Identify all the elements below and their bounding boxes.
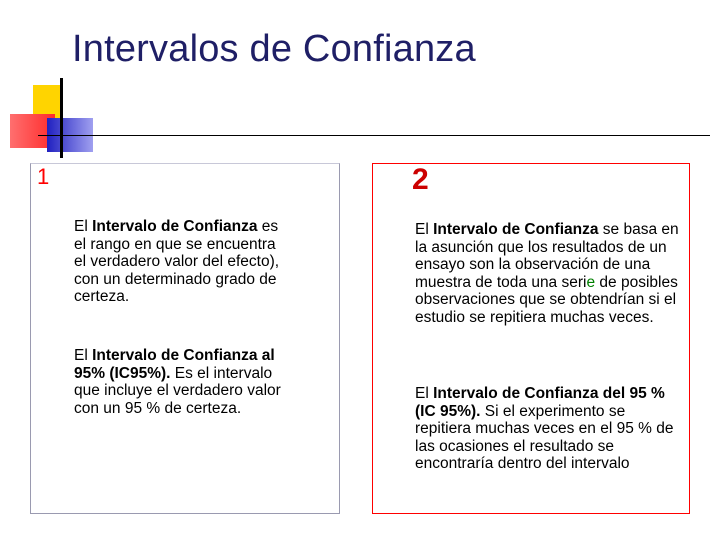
right-paragraph-1 (415, 221, 680, 326)
text-fragment: de posibles observaciones que se obtendrían si el estudio se repitiera muchas veces. (415, 273, 678, 326)
panel-number-1: 1 (37, 164, 50, 189)
text-fragment: El (415, 385, 434, 402)
text-fragment: El (74, 218, 93, 235)
text-fragment: es el rango en que se encuentra el verdadero valor del efecto), con un determinado grado de certeza. (74, 218, 280, 305)
left-paragraph-2 (74, 347, 294, 417)
text-fragment: El (74, 347, 93, 364)
bold-term: Intervalo de Confianza (433, 221, 599, 238)
bold-term: Intervalo de Confianza del 95 % (IC 95%). (415, 385, 665, 420)
text-fragment: Si el experimento se repitiera muchas veces en el 95 % de las ocasiones el resultado se encontraría dentro del intervalo (415, 402, 674, 472)
text-fragment: se basa en la asunción que los resultados de un ensayo son la observación de una muestra de toda una seri (415, 221, 679, 291)
text-fragment: Es el intervalo que incluye el verdadero valor con un 95 % de certeza. (74, 364, 281, 417)
text-fragment: El (415, 221, 434, 238)
bold-term: Intervalo de Confianza al 95% (IC95%). (74, 347, 275, 382)
left-panel (30, 163, 340, 514)
title-underline-rule (38, 135, 710, 136)
slide-title: Intervalos de Confianza (72, 28, 476, 70)
green-letter: e (586, 273, 596, 291)
left-paragraph-1 (74, 218, 289, 306)
right-paragraph-2 (415, 385, 685, 473)
vertical-rule-decoration (60, 78, 63, 158)
panel-number-2: 2 (412, 163, 429, 196)
bold-term: Intervalo de Confianza (92, 218, 258, 235)
